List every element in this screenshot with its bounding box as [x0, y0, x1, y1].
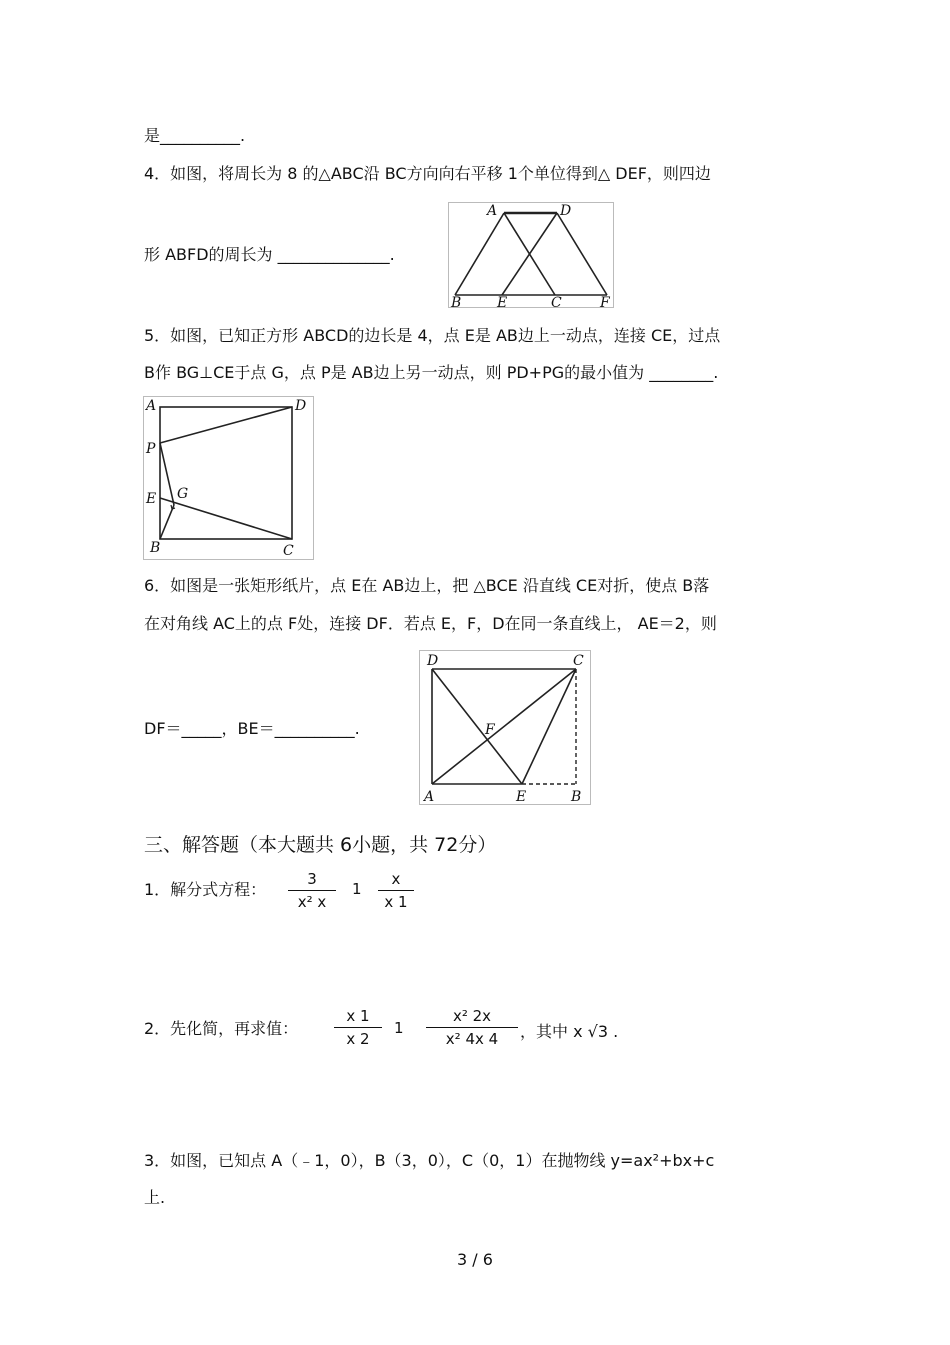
point-label-e: E	[516, 789, 527, 804]
fraction-denominator: x² x	[297, 893, 327, 911]
point-label-c: C	[551, 295, 562, 307]
point-label-g: G	[177, 486, 189, 502]
point-label-d: D	[560, 203, 572, 219]
question-5-line-2: B作 BG⊥CE于点 G，点 P是 AB边上另一动点，则 PD+PG的最小值为 ________.	[144, 363, 719, 382]
question-4-line-1: 4．如图，将周长为 8 的△ABC沿 BC方向向右平移 1个单位得到△ DEF，则四边	[144, 164, 711, 183]
solve-1-fraction-2	[378, 870, 414, 911]
point-label-c: C	[573, 653, 584, 669]
question-6-line-3: DF＝_____，BE＝__________.	[144, 719, 360, 738]
fraction-numerator: x	[391, 870, 401, 888]
question-5-line-1: 5．如图，已知正方形 ABCD的边长是 4，点 E是 AB边上一动点，连接 CE，过点	[144, 326, 721, 345]
fraction-bar	[334, 1027, 382, 1028]
point-label-d: D	[295, 398, 307, 414]
solve-3-line-1: 3．如图，已知点 A（﹣1，0），B（3，0），C（0，1）在抛物线 y=ax²+bx+c	[144, 1151, 715, 1170]
point-label-e: E	[497, 295, 508, 307]
solve-2-fraction-1	[334, 1007, 382, 1048]
fraction-numerator: 3	[307, 870, 317, 888]
fraction-denominator: x² 4x 4	[445, 1030, 499, 1048]
folded-rectangle-figure	[419, 650, 591, 805]
fraction-denominator: x 2	[346, 1030, 370, 1048]
point-label-b: B	[571, 789, 582, 804]
point-label-a: A	[146, 398, 157, 414]
solve-3-line-2: 上.	[144, 1188, 166, 1207]
fraction-bar	[426, 1027, 518, 1028]
solve-1-middle-term: 1	[352, 880, 362, 898]
point-label-b: B	[451, 295, 462, 307]
point-label-f: F	[600, 295, 610, 307]
point-label-c: C	[283, 543, 294, 559]
solve-2-prefix: 2．先化简，再求值：	[144, 1019, 299, 1038]
fraction-bar	[288, 890, 336, 891]
solve-2-middle-term: 1	[394, 1019, 404, 1037]
point-label-e: E	[146, 491, 157, 507]
trapezoid-translation-figure	[448, 202, 614, 308]
page-number: 3 / 6	[457, 1250, 493, 1269]
section-heading: 三、解答题（本大题共 6小题，共 72分）	[144, 834, 497, 856]
point-label-f: F	[485, 722, 495, 738]
fraction-numerator: x² 2x	[452, 1007, 492, 1025]
question-3-tail: 是__________.	[144, 126, 246, 145]
solve-2-suffix: ，其中 x √3 .	[520, 1022, 619, 1041]
question-6-line-2: 在对角线 AC上的点 F处，连接 DF．若点 E，F，D在同一条直线上， AE＝2，则	[144, 614, 717, 633]
point-label-b: B	[150, 540, 161, 556]
point-label-a: A	[424, 789, 435, 804]
question-4-line-2: 形 ABFD的周长为 ______________.	[144, 245, 395, 264]
solve-1-fraction-1	[288, 870, 336, 911]
fraction-numerator: x 1	[346, 1007, 370, 1025]
point-label-d: D	[427, 653, 439, 669]
solve-1-prefix: 1．解分式方程：	[144, 880, 267, 899]
square-abcd-figure	[143, 396, 314, 560]
fraction-bar	[378, 890, 414, 891]
solve-2-fraction-2	[426, 1007, 518, 1048]
point-label-p: P	[146, 441, 156, 457]
question-6-line-1: 6．如图是一张矩形纸片，点 E在 AB边上，把 △BCE 沿直线 CE对折，使点 B落	[144, 576, 710, 595]
fraction-denominator: x 1	[384, 893, 408, 911]
point-label-a: A	[487, 203, 498, 219]
